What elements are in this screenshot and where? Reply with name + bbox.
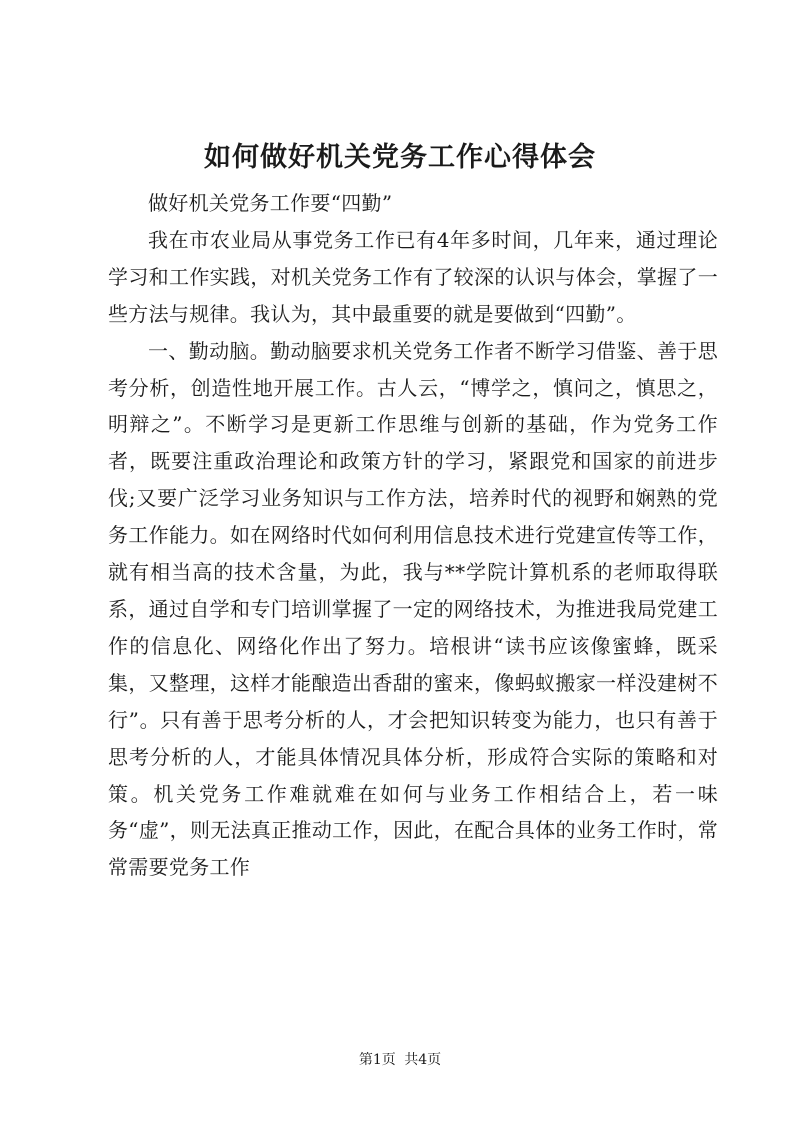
paragraph-section-one: 一、勤动脑。勤动脑要求机关党务工作者不断学习借鉴、善于思考分析，创造性地开展工作。古人云，“博学之，慎问之，慎思之，明辩之”。不断学习是更新工作思维与创新的基础，作为党务工作者，既要注重政治理论和政策方针的学习，紧跟党和国家的前进步伐;又要广泛学习业务知识与工作方法，培养时代的视野和娴熟的党务工作能力。如在网络时代如何利用信息技术进行党建宣传等工作，就有相当高的技术含量，为此，我与**学院计算机系的老师取得联系，通过自学和专门培训掌握了一定的网络技术，为推进我局党建工作的信息化、网络化作出了努力。培根讲“读书应该像蜜蜂，既采集，又整理，这样才能酿造出香甜的蜜来，像蚂蚁搬家一样没建树不行”。只有善于思考分析的人，才会把知识转变为能力，也只有善于思考分析的人，才能具体情况具体分析，形成符合实际的策略和对策。机关党务工作难就难在如何与业务工作相结合上，若一味务“虚”，则无法真正推动工作，因此，在配合具体的业务工作时，常常需要党务工作 [108, 338, 718, 880]
page-number: 第1页 [358, 1052, 396, 1068]
document-title: 如何做好机关党务工作心得体会 [204, 142, 596, 173]
page-footer [0, 1050, 800, 1070]
paragraph-intro: 我在市农业局从事党务工作已有4年多时间，几年来，通过理论学习和工作实践，对机关党务工作有了较深的认识与体会，掌握了一些方法与规律。我认为，其中最重要的就是要做到“四勤”。 [108, 227, 718, 326]
document-body [108, 185, 718, 886]
page-total: 共4页 [404, 1052, 442, 1068]
paragraph-subtitle: 做好机关党务工作要“四勤” [148, 191, 393, 215]
